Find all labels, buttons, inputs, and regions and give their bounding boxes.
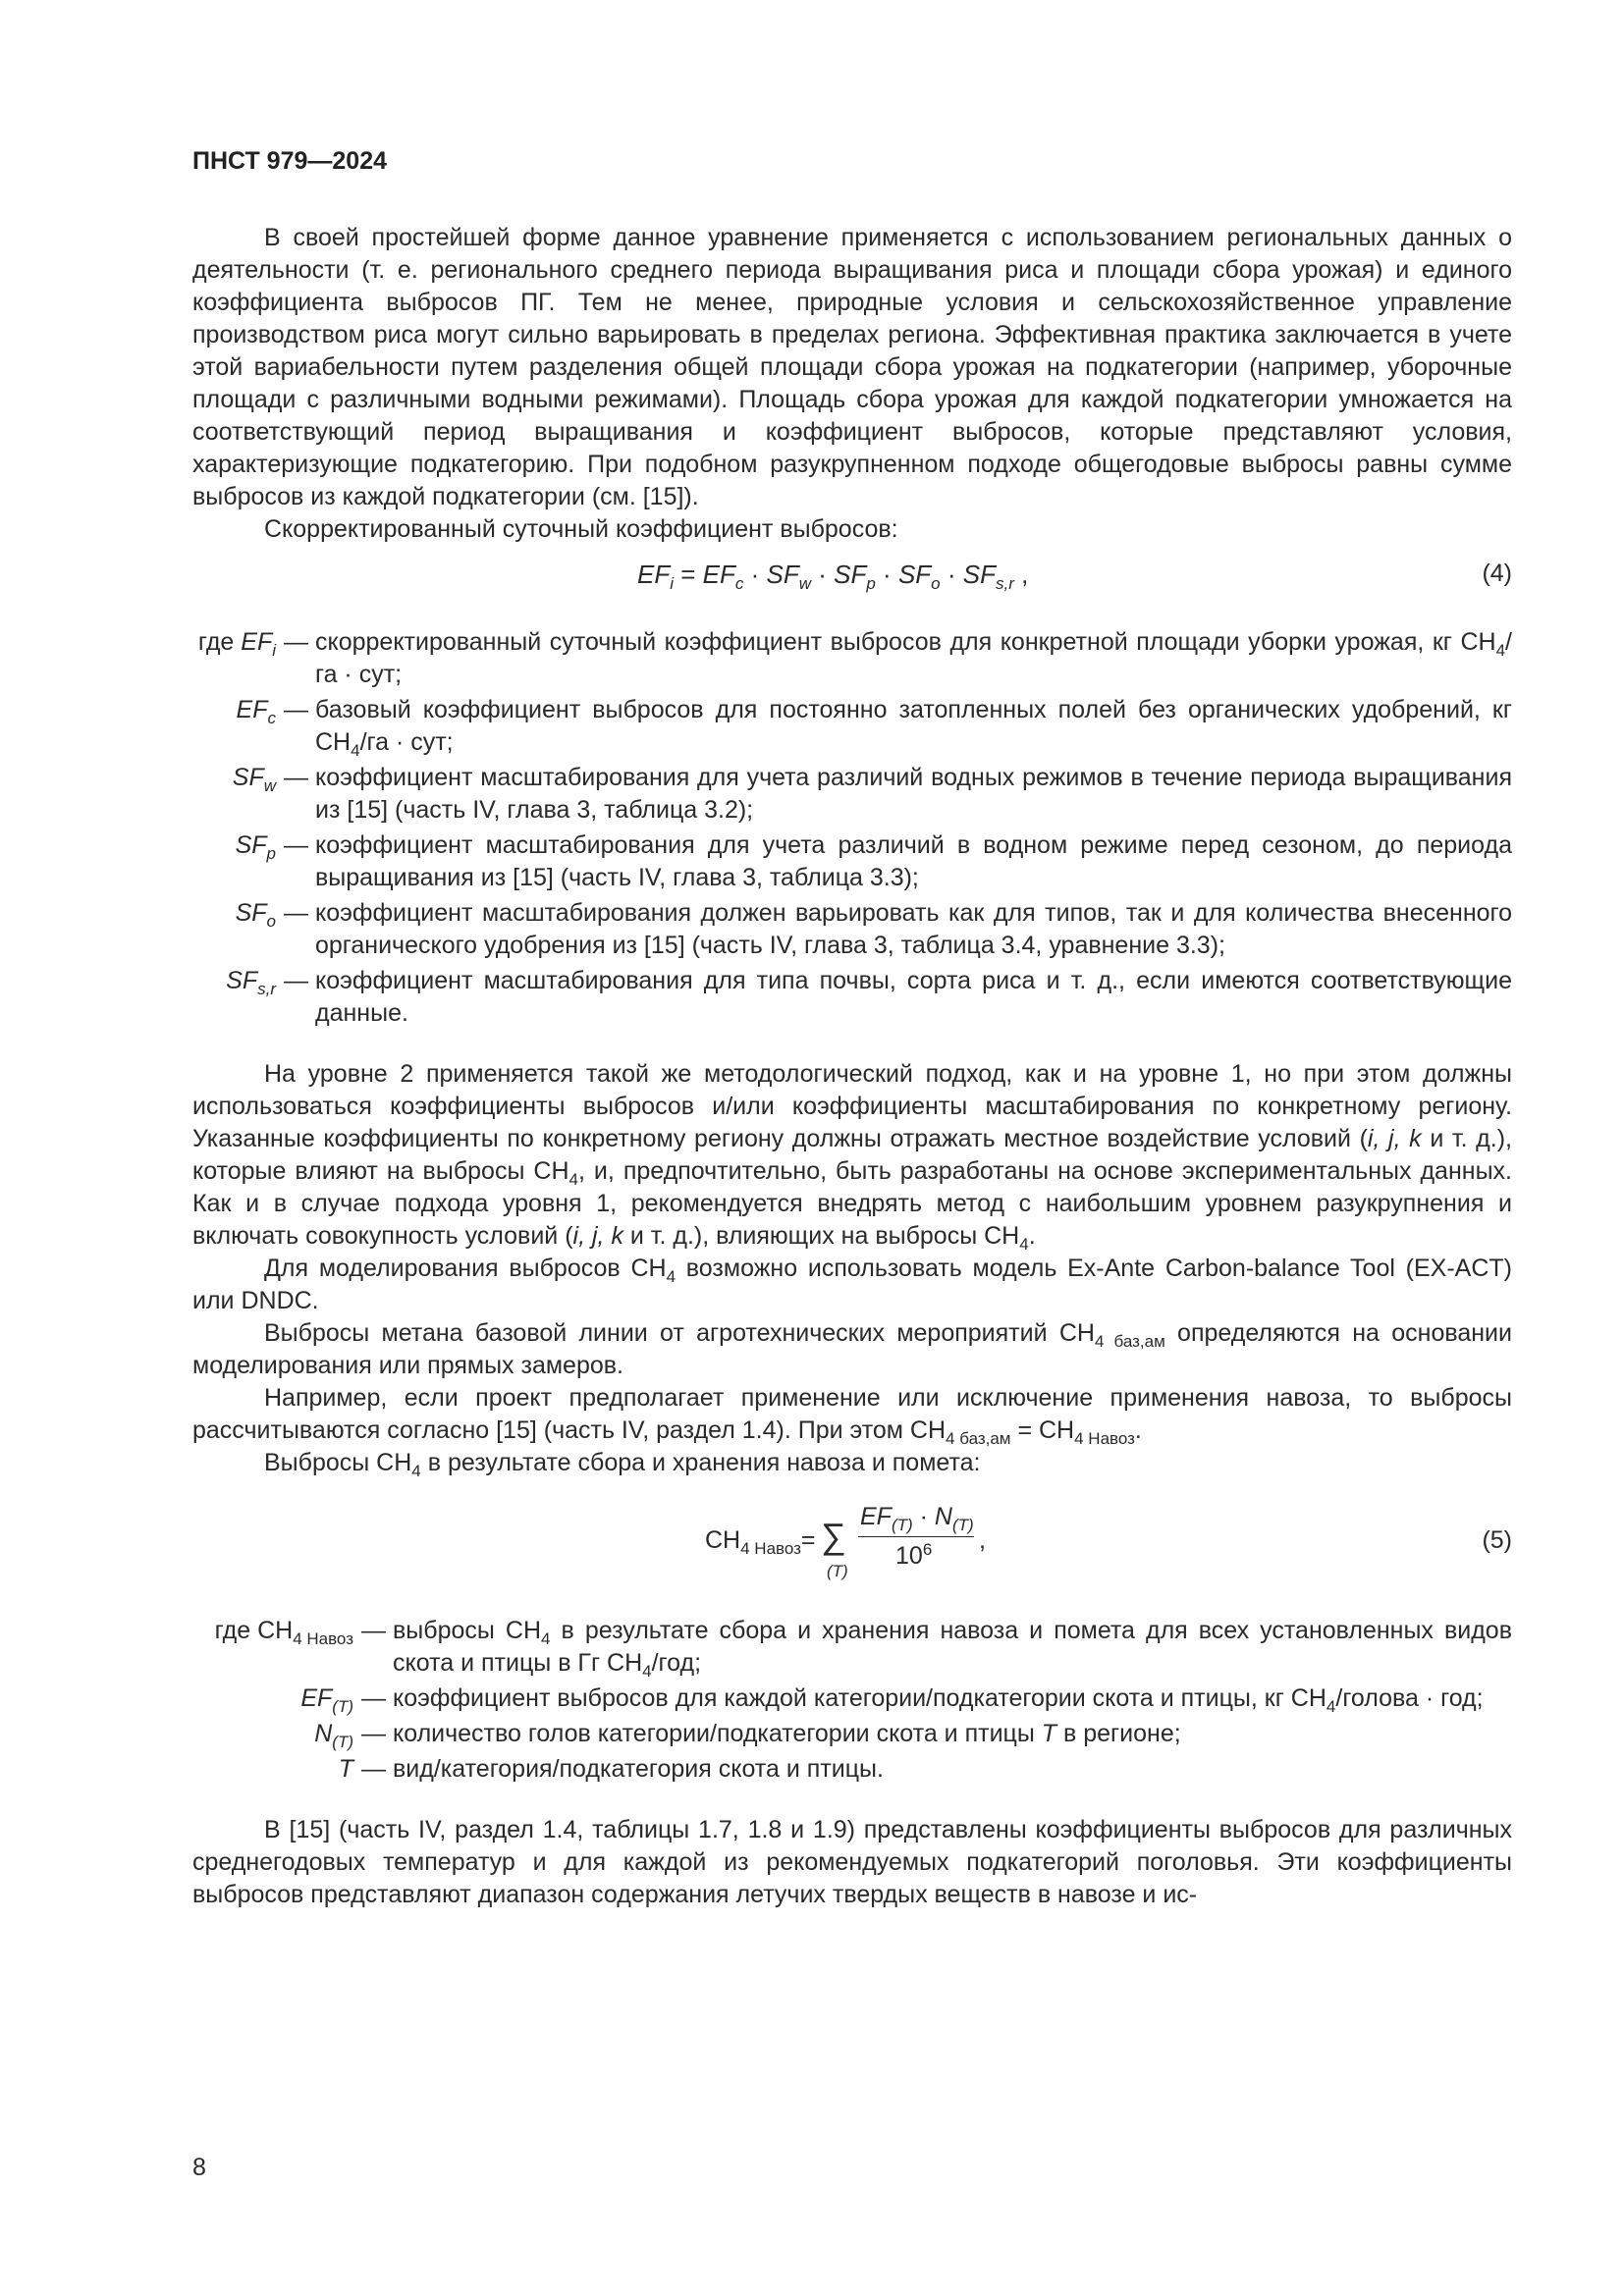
definition-dash: — <box>284 764 308 791</box>
definition-term: $SF_o$ <box>235 899 276 931</box>
definition-dash: — <box>361 1617 386 1644</box>
paragraph-4: Для моделирования выбросов $СН_4$ возможно использовать модель Ex-Ante Carbon-balance Tool (EX-ACT) или DNDC. <box>192 1255 1512 1314</box>
definition-dash: — <box>284 967 308 994</box>
definition-dash: — <box>284 831 308 859</box>
definition-t <box>192 1753 1512 1786</box>
equation-4-formula: $EF_i = EF_c \cdot SF_w \cdot SF_p \cdot SF_o \cdot SF_{s,r}$ , <box>637 560 1029 593</box>
definition-dash: — <box>361 1755 386 1783</box>
fraction-numerator: $EF_{(T)} \cdot N_{(T)}$ <box>860 1503 974 1534</box>
definition-sf-sr <box>192 965 1512 1030</box>
fraction-bar <box>858 1536 974 1537</box>
definition-dash: — <box>361 1684 386 1712</box>
definition-text: скорректированный суточный коэффициент выбросов для конкретной площади уборки урожая, кг $СН_4/га$ · сут; <box>315 628 1512 688</box>
paragraph-2: Скорректированный суточный коэффициент выбросов: <box>264 515 898 543</box>
definition-term: $EF_c$ <box>236 696 276 727</box>
paragraph-1: В своей простейшей форме данное уравнение применяется с использованием региональных данных о деятельности (т. е. регионального среднего периода выращивания риса и площади сбора урожая) и единого коэффициента выбросов ПГ. Тем не менее, природные условия и сельскохозяйственное управление производством риса могут сильно варьировать в пределах региона. Эффективная практика заключается в учете этой вариабельности путем разделения общей площади сбора урожая на подкатегории (например, уборочные площади с различными водными режимами). Площадь сбора урожая для каждой подкатегории умножается на соответствующий период выращивания и коэффициент выбросов, которые представляют условия, характеризующие подкатегорию. При подобном разукрупненном подходе общегодовые выбросы равны сумме выбросов из каждой подкатегории (см. [15]). <box>192 224 1512 510</box>
definition-text: коэффициент масштабирования должен варьировать как для типов, так и для количества внесенного органического удобрения из [15] (часть IV, глава 3, таблица 3.4, уравнение 3.3); <box>315 899 1512 959</box>
definition-sf-w <box>192 762 1512 827</box>
definition-dash: — <box>284 696 308 723</box>
definition-term: $SF_w$ <box>232 764 276 795</box>
definition-ef-i <box>192 626 1512 691</box>
definition-ef-t <box>192 1682 1512 1715</box>
paragraph-3: На уровне 2 применяется такой же методологический подход, как и на уровне 1, но при этом должны использоваться коэффициенты выбросов и/или коэффициенты масштабирования по конкретному региону. Указанные коэффициенты по конкретному региону должны отражать местное воздействие условий (i, j, k и т. д.), которые влияют на выбросы $СН_4$, и, предпочтительно, быть разработаны на основе экспериментальных данных. Как и в случае подхода уровня 1, рекомендуется внедрять метод с наибольшим уровнем разукрупнения и включать совокупность условий (i, j, k и т. д.), влияющих на выбросы $СН_4$. <box>192 1060 1512 1254</box>
definition-text: базовый коэффициент выбросов для постоянно затопленных полей без органических удобрений, кг $СН_4/га$ · сут; <box>315 696 1512 760</box>
equation-4-number: (4) <box>1482 560 1512 587</box>
page-number: 8 <box>192 2154 206 2181</box>
definition-term: где $СН_{4 Навоз}$ <box>214 1617 353 1648</box>
sum-index: (T) <box>827 1562 848 1580</box>
definition-ef-c <box>192 694 1512 759</box>
sum-symbol: ∑ <box>821 1516 846 1556</box>
equation-5-lhs: $СН_{4 Навоз}=$ <box>705 1526 816 1558</box>
definition-text: выбросы $СН_4$ в результате сбора и хранения навоза и помета для всех установленных видов скота и птицы в Гг $СН_4$/год; <box>393 1617 1512 1681</box>
definition-dash: — <box>361 1720 386 1747</box>
definition-term: $SF_{s,r}$ <box>226 967 276 998</box>
paragraph-6: Например, если проект предполагает применение или исключение применения навоза, то выбросы рассчитываются согласно [15] (часть IV, раздел 1.4). При этом $СН_{4 баз,ам} = СН_{4 Навоз}$. <box>192 1384 1512 1448</box>
definition-term: $N_{(T)}$ <box>314 1720 353 1751</box>
definition-sf-p <box>192 829 1512 894</box>
definition-text: коэффициент масштабирования для учета различий водных режимов в течение периода выращивания из [15] (часть IV, глава 3, таблица 3.2); <box>315 764 1512 824</box>
definition-dash: — <box>284 628 308 656</box>
paragraph-5: Выбросы метана базовой линии от агротехнических мероприятий $СН_{4 баз,ам}$ определяются на основании моделирования или прямых замеров. <box>192 1319 1512 1379</box>
definition-term: $SF_p$ <box>235 831 276 863</box>
equation-4 <box>192 560 1512 605</box>
equation-5 <box>192 1497 1512 1595</box>
paragraph-8: В [15] (часть IV, раздел 1.4, таблицы 1.7, 1.8 и 1.9) представлены коэффициенты выбросов для различных среднегодовых температур и для каждой из рекомендуемых подкатегорий поголовья. Эти коэффициенты выбросов представляют диапазон содержания летучих твердых веществ в навозе и ис- <box>192 1816 1512 1908</box>
definition-n-t <box>192 1718 1512 1750</box>
definitions-list-2 <box>192 1615 1512 1786</box>
paragraph-7: Выбросы $СН_4$ в результате сбора и хранения навоза и помета: <box>264 1449 981 1480</box>
definitions-list-1 <box>192 626 1512 1030</box>
definition-text: количество голов категории/подкатегории скота и птицы T в регионе; <box>393 1720 1181 1747</box>
definition-ch4-navoz <box>192 1615 1512 1680</box>
equation-5-number: (5) <box>1482 1526 1512 1554</box>
definition-sf-o <box>192 897 1512 962</box>
definition-term: где $EF_i$ <box>197 628 276 660</box>
equation-5-comma: , <box>979 1526 986 1554</box>
definition-text: коэффициент выбросов для каждой категории/подкатегории скота и птицы, кг $СН_4$/голова · год; <box>393 1684 1484 1716</box>
definition-dash: — <box>284 899 308 927</box>
page-body <box>192 222 1512 1911</box>
fraction-denominator: $10^6$ <box>895 1540 933 1570</box>
definition-text: коэффициент масштабирования для типа почвы, сорта риса и т. д., если имеются соответствующие данные. <box>315 967 1512 1027</box>
definition-term: T <box>338 1755 353 1783</box>
definition-text: вид/категория/подкатегория скота и птицы. <box>393 1755 884 1783</box>
definition-text: коэффициент масштабирования для учета различий в водном режиме перед сезоном, до периода выращивания из [15] (часть IV, глава 3, таблица 3.3); <box>315 831 1512 891</box>
definition-term: $EF_{(T)}$ <box>300 1684 353 1716</box>
document-header: ПНСТ 979—2024 <box>192 147 387 175</box>
